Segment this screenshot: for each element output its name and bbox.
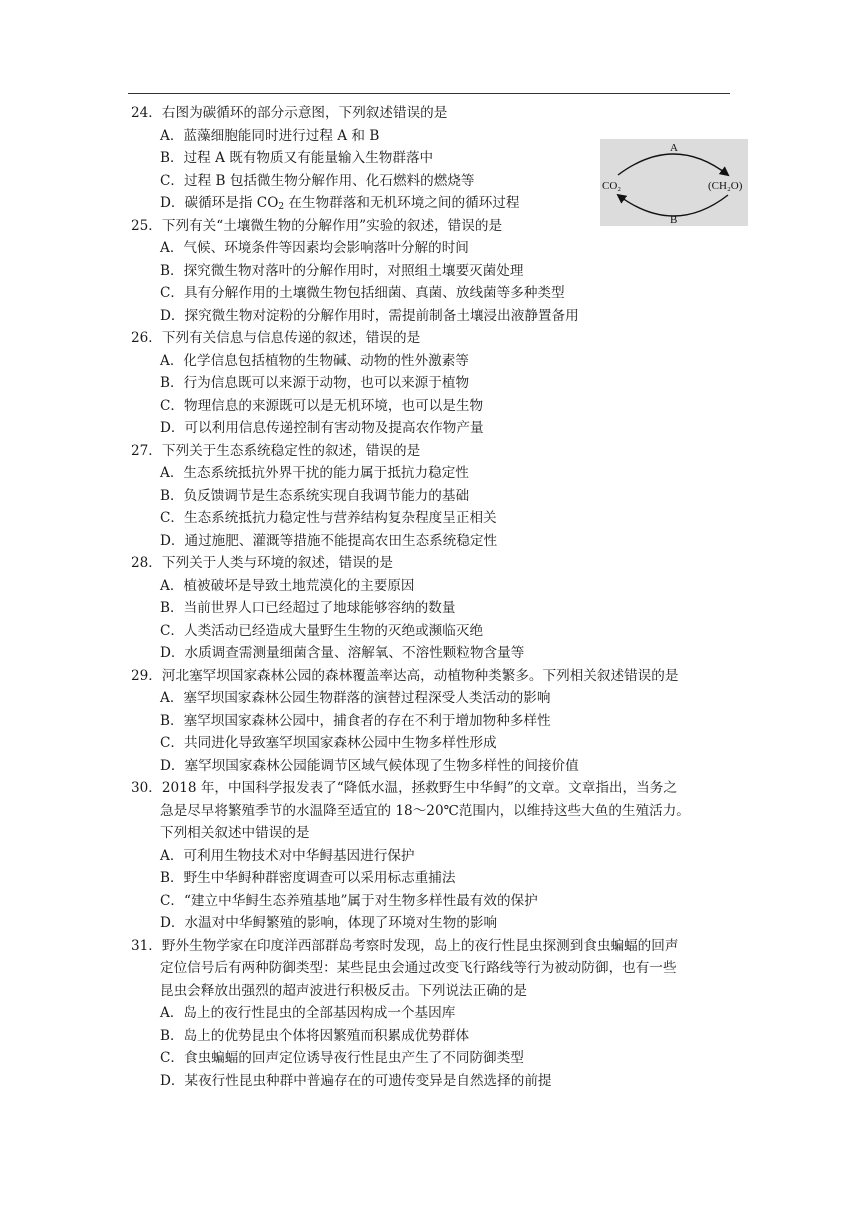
carbon-cycle-diagram: [600, 139, 748, 226]
option-d: D．水温对中华鲟繁殖的影响，体现了环境对生物的影响: [160, 915, 498, 931]
option-a: A．植被破坏是导致土地荒漠化的主要原因: [160, 577, 415, 594]
option-a: A．蓝藻细胞能同时进行过程 A 和 B: [160, 127, 380, 144]
question-30: [131, 777, 736, 935]
option-d: D．某夜行性昆虫种群中普遍存在的可遗传变异是自然选择的前提: [160, 1072, 552, 1089]
question-stem-continued: 昆虫会释放出强烈的超声波进行积极反击。下列说法正确的是: [160, 982, 528, 999]
option-a: A．化学信息包括植物的生物碱、动物的性外激素等: [160, 352, 469, 369]
option-d: D．碳循环是指 $CO_2$ 在生物群落和无机环境之间的循环过程: [160, 195, 520, 212]
option-a: A．生态系统抵抗外界干扰的能力属于抵抗力稳定性: [160, 465, 469, 481]
question-stem: 27．下列关于生态系统稳定性的叙述，错误的是: [131, 442, 421, 459]
question-28: [131, 552, 736, 665]
question-stem: 30．2018 年，中国科学报发表了“降低水温，拯救野生中华鲟”的文章。文章指出，当务之: [131, 780, 677, 796]
option-b: B．塞罕坝国家森林公园中，捕食者的存在不利于增加物种多样性: [160, 712, 551, 729]
process-b-arrow: [618, 195, 728, 216]
option-a: A．塞罕坝国家森林公园生物群落的演替过程深受人类活动的影响: [160, 690, 551, 706]
option-b: B．当前世界人口已经超过了地球能够容纳的数量: [160, 600, 456, 616]
option-b: B．过程 A 既有物质又有能量输入生物群落中: [160, 150, 434, 166]
question-stem: 26．下列有关信息与信息传递的叙述，错误的是: [131, 330, 421, 346]
option-c: C．具有分解作用的土壤微生物包括细菌、真菌、放线菌等多种类型: [160, 285, 565, 301]
option-c: C．物理信息的来源既可以是无机环境，也可以是生物: [160, 397, 484, 414]
option-d: D．塞罕坝国家森林公园能调节区域气候体现了生物多样性的间接价值: [160, 757, 579, 774]
option-a: A．岛上的夜行性昆虫的全部基因构成一个基因库: [160, 1005, 456, 1021]
question-stem: 29．河北塞罕坝国家森林公园的森林覆盖率达高，动植物种类繁多。下列相关叙述错误的是: [131, 667, 679, 684]
question-stem: 25．下列有关“土壤微生物的分解作用”实验的叙述，错误的是: [131, 217, 503, 234]
option-a: A．气候、环境条件等因素均会影响落叶分解的时间: [160, 240, 469, 256]
process-a-arrow: [618, 154, 728, 175]
question-stem-continued: 下列相关叙述中错误的是: [160, 825, 310, 841]
question-stem: 24．右图为碳循环的部分示意图，下列叙述错误的是: [131, 105, 448, 121]
question-stem-continued: 定位信号后有两种防御类型：某些昆虫会通过改变飞行路线等行为被动防御，也有一些: [160, 960, 677, 976]
question-26: [131, 327, 736, 440]
option-c: C．生态系统抵抗力稳定性与营养结构复杂程度呈正相关: [160, 510, 497, 526]
question-stem: 31．野外生物学家在印度洋西部群岛考察时发现，岛上的夜行性昆虫探测到食虫蝙蝠的回声: [131, 937, 679, 954]
option-c: C．“建立中华鲟生态养殖基地”属于对生物多样性最有效的保护: [160, 892, 538, 909]
header-rule: [128, 93, 730, 94]
option-b: B．负反馈调节是生态系统实现自我调节能力的基础: [160, 487, 470, 504]
question-29: [131, 665, 736, 778]
option-c: C．共同进化导致塞罕坝国家森林公园中生物多样性形成: [160, 735, 497, 751]
question-stem: 28．下列关于人类与环境的叙述，错误的是: [131, 555, 393, 571]
question-25: [131, 215, 736, 328]
process-b-label: B: [670, 214, 678, 226]
option-b: B．岛上的优势昆虫个体将因繁殖而积累成优势群体: [160, 1027, 470, 1044]
option-c: C．过程 B 包括微生物分解作用、化石燃料的燃烧等: [160, 172, 475, 189]
process-a-label: A: [670, 142, 678, 154]
ch2o-label: (CH₂O): [708, 180, 743, 192]
co2-label: CO₂: [602, 180, 622, 192]
option-b: B．探究微生物对落叶的分解作用时，对照组土壤要灭菌处理: [160, 262, 524, 279]
option-d: D．探究微生物对淀粉的分解作用时，需提前制备土壤浸出液静置备用: [160, 307, 579, 324]
option-d: D．水质调查需测量细菌含量、溶解氧、不溶性颗粒物含量等: [160, 645, 525, 661]
option-c: C．人类活动已经造成大量野生生物的灭绝或濒临灭绝: [160, 622, 484, 639]
question-list: [131, 102, 736, 1092]
option-d: D．通过施肥、灌溉等措施不能提高农田生态系统稳定性: [160, 532, 498, 549]
option-d: D．可以利用信息传递控制有害动物及提高农作物产量: [160, 420, 484, 436]
option-a: A．可利用生物技术对中华鲟基因进行保护: [160, 847, 415, 864]
option-c: C．食虫蝙蝠的回声定位诱导夜行性昆虫产生了不同防御类型: [160, 1050, 524, 1066]
option-b: B．野生中华鲟种群密度调查可以采用标志重捕法: [160, 870, 456, 886]
question-stem-continued: 急是尽早将繁殖季节的水温降至适宜的 18～20℃范围内，以维持这些大鱼的生殖活力。: [160, 802, 690, 819]
carbon-cycle-figure: [600, 139, 748, 226]
question-31: [131, 935, 736, 1093]
question-27: [131, 440, 736, 553]
option-b: B．行为信息既可以来源于动物，也可以来源于植物: [160, 375, 470, 391]
